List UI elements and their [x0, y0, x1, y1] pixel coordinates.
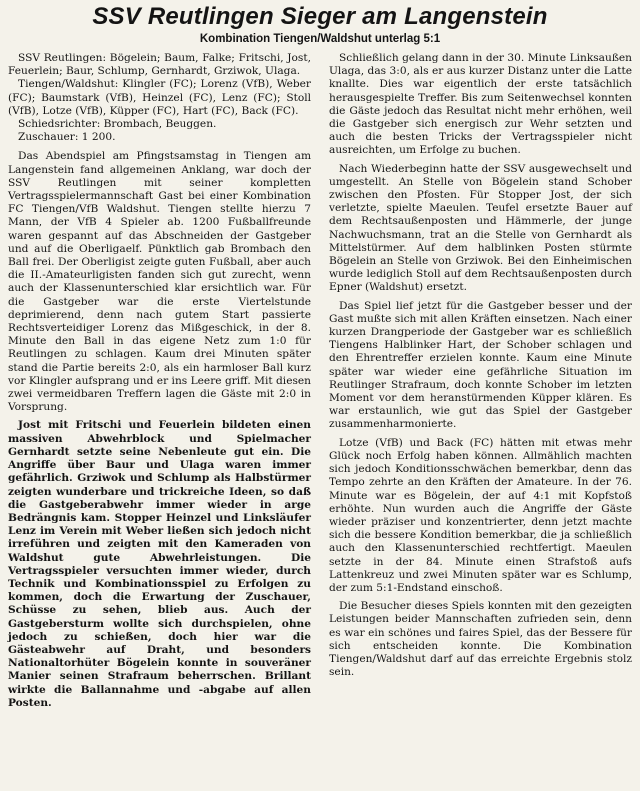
spectators: Zuschauer: 1 200.: [18, 131, 116, 144]
article-paragraph: Nach Wiederbeginn hatte der SSV ausgewechselt und umgestellt. An Stelle von Bögelein stand Schober zwischen den Pfosten. Für Stopper Jost, der sich verletzte, spielte Maeulen. Teufel ersetzte Bauer auf dem Rechtsaußenposten und Hämmerle, der junge Nachwuchsmann, trat an die Stelle von Gernhardt als Mittelstürmer. Auf dem halblinken Posten stürmte Bögelein an Stelle von Grziwok. Bei den Einheimischen wurde lediglich Stoll auf dem Rechtsaußenposten durch Epner (Waldshut) ersetzt.: [329, 162, 632, 294]
lineups: [8, 52, 311, 144]
left-column: [8, 52, 311, 715]
headline: SSV Reutlingen Sieger am Langenstein: [92, 3, 548, 30]
subheadline: Kombination Tiengen/Waldshut unterlag 5:1: [199, 33, 441, 45]
article-columns: [8, 52, 632, 715]
article-paragraph: Das Abendspiel am Pfingstsamstag in Tiengen am Langenstein fand allgemeinen Anklang, war doch der SSV Reutlingen mit seiner kompletten Vertragsspielermannschaft Gast bei einer Kombination FC Tiengen/VfB Waldshut. Tiengen stellte hierzu 7 Mann, der VfB 4 Spieler ab. 1200 Fußballfreunde waren gespannt auf das Abschneiden der Gastgeber und auf die Oberligaelf. Pünktlich gab Brombach den Ball frei. Der Oberligist zeigte guten Fußball, aber auch die II.-Amateurligisten fanden sich gut zurecht, wenn auch der Klassenunterschied klar ersichtlich war. Für die Gastgeber war die erste Viertelstunde deprimierend, denn nach gutem Start passierte Rechtsverteidiger Lorenz das Mißgeschick, in der 8. Minute den Ball in das eigene Netz zum 1:0 für Reutlingen zu schlagen. Kaum drei Minuten später stand die Partie bereits 2:0, als ein harmloser Ball kurz vor Klingler aufsprang und er ins Leere griff. Mit diesen zwei vermeidbaren Treffern lagen die Gäste mit 2:0 in Vorsprung.: [8, 150, 311, 414]
lineup-home: SSV Reutlingen: Bögelein; Baum, Falke; Fritschi, Jost, Feuerlein; Baur, Schlump, Gernhardt, Grziwok, Ulaga.: [8, 52, 311, 78]
right-column: [329, 52, 632, 715]
article-paragraph: Das Spiel lief jetzt für die Gastgeber besser und der Gast mußte sich mit allen Kräften einsetzen. Nach einer kurzen Drangperiode der Gastgeber war es schließlich Tiengens Halblinker Hart, der Schober schlagen und den Ehrentreffer erzielen konnte. Kaum eine Minute später war wieder eine gefährliche Situation im Reutlinger Strafraum, doch konnte Schober im letzten Moment vor dem heranstürmenden Küpper klären. Es war erstaunlich, wie gut das Spiel der Gastgeber zusammenharmonierte.: [329, 299, 632, 431]
article-paragraph: Die Besucher dieses Spiels konnten mit den gezeigten Leistungen beider Mannschaften zufrieden sein, denn es war ein schönes und faires Spiel, das der Bessere für sich entscheiden konnte. Die Kombination Tiengen/Waldshut darf auf das erreichte Ergebnis stolz sein.: [329, 600, 632, 679]
article-paragraph: Jost mit Fritschi und Feuerlein bildeten einen massiven Abwehrblock und Spielmacher Gernhardt setzte seine Nebenleute gut ein. Die Angriffe über Baur und Ulaga waren immer gefährlich. Grziwok und Schlump als Halbstürmer zeigten wunderbare und trickreiche Ideen, so daß die Gastgeberabwehr immer wieder in arge Bedrängnis kam. Stopper Heinzel und Linksläufer Lenz im Verein mit Weber ließen sich jedoch nicht irreführen und zeigten mit den Kameraden von Waldshut gute Abwehrleistungen. Die Vertragsspieler versuchten immer wieder, durch Technik und Kombinationsspiel zu Erfolgen zu kommen, doch die Erwartung der Zuschauer, Schüsse zu sehen, blieb aus. Auch der Gastgebersturm wollte sich durchspielen, ohne jedoch zu schießen, doch hier war die Gästeabwehr auf Draht, und besonders Nationaltorhüter Bögelein konnte in souveräner Manier seinen Strafraum beherrschen. Brillant wirkte die Ballannahme und -abgabe auf allen Posten.: [8, 419, 311, 709]
lineup-away: Tiengen/Waldshut: Klingler (FC); Lorenz (VfB), Weber (FC); Baumstark (VfB), Heinzel (FC), Lenz (FC); Stoll (VfB), Lotze (VfB), Küpper (FC), Hart (FC), Back (FC).: [8, 78, 311, 117]
article-paragraph: Lotze (VfB) und Back (FC) hätten mit etwas mehr Glück noch Erfolg haben können. Allmählich machten sich jedoch Konditionsschwächen bemerkbar, denn das Tempo zehrte an den Kräften der Amateure. In der 76. Minute war es Bögelein, der auf 4:1 mit Kopfstoß erhöhte. Nun wurden auch die Angriffe der Gäste wieder präziser und konzentrierter, denn jetzt machte sich die bessere Kondition bemerkbar, die ja schließlich auch den Klassenunterschied rechtfertigt. Maeulen setzte in der 84. Minute einen Strafstoß aufs Lattenkreuz und zwei Minuten später war es Schlump, der zum 5:1-Endstand einschoß.: [329, 436, 632, 594]
article-paragraph: Schließlich gelang dann in der 30. Minute Linksaußen Ulaga, das 3:0, als er aus kurzer Distanz unter die Latte knallte. Dies war eigentlich der erste tatsächlich herausgespielte Treffer. Bis zum Seitenwechsel konnten die Gäste jedoch das Resultat nicht mehr erhöhen, weil die Gastgeber sich energisch zur Wehr setzten und auch die besten Tricks der Vertragsspieler nicht ausreichten, um Erfolge zu buchen.: [329, 52, 632, 157]
referee: Schiedsrichter: Brombach, Beuggen.: [18, 118, 217, 131]
